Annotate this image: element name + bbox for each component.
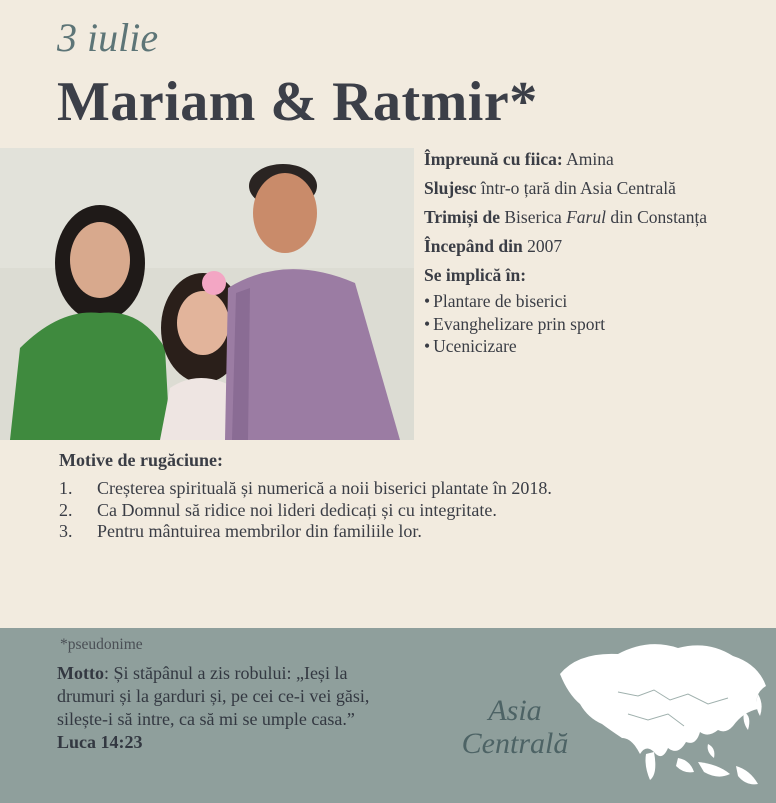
list-item: • Ucenicizare	[424, 335, 769, 358]
family-photo	[0, 148, 414, 440]
region-label	[456, 694, 574, 760]
item-number: 2.	[59, 499, 73, 520]
serve-value: într-o țară din Asia Centrală	[476, 178, 676, 198]
list-item	[59, 500, 552, 522]
since-line	[424, 235, 769, 257]
involved-list	[424, 290, 769, 358]
daughter-value: Amina	[562, 149, 614, 169]
date: 3 iulie	[57, 15, 159, 60]
sent-value-pre: Biserica	[500, 207, 567, 227]
sent-label: Trimiși de	[424, 207, 500, 227]
serve-line	[424, 177, 769, 199]
item-number: 3.	[59, 521, 73, 541]
motto	[57, 662, 392, 754]
motto-reference: Luca 14:23	[57, 732, 143, 752]
sent-value-post: din Constanța	[605, 207, 708, 227]
item-text: Ca Domnul să ridice noi lideri dedicați și cu integritate.	[97, 499, 497, 520]
asia-map-icon	[558, 634, 770, 799]
since-value: 2007	[522, 236, 563, 256]
motto-label: Motto	[57, 663, 104, 683]
item-number: 1.	[59, 478, 73, 498]
involved-line	[424, 264, 769, 286]
involved-label: Se implică în:	[424, 265, 527, 285]
info-panel	[424, 148, 769, 358]
since-label: Începând din	[424, 236, 523, 256]
list-item: • Plantare de biserici	[424, 290, 769, 313]
list-item	[59, 478, 552, 500]
footer	[0, 628, 776, 803]
motto-text: : Și stăpânul a zis robului: „Ieși la drumuri și la garduri și, pe cei ce-i vei găsi, silește-i să intre, ca să mi se umple casa.”	[57, 663, 370, 729]
list-item: • Evanghelizare prin sport	[424, 313, 769, 336]
sent-line	[424, 206, 769, 228]
page-title: Mariam & Ratmir*	[57, 71, 538, 133]
region-line2: Centrală	[461, 727, 569, 760]
pseudonym-note: *pseudonime	[60, 636, 143, 653]
prayer-list	[59, 478, 552, 543]
sent-value-italic: Farul	[566, 207, 606, 227]
list-item	[59, 521, 552, 543]
item-text: Creșterea spirituală și numerică a noii biserici plantate în 2018.	[97, 478, 552, 498]
item-text: Pentru mântuirea membrilor din familiile lor.	[97, 521, 422, 541]
daughter-line	[424, 148, 769, 170]
daughter-label: Împreună cu fiica:	[424, 149, 563, 169]
region-line1: Asia	[488, 694, 542, 727]
serve-label: Slujesc	[424, 178, 477, 198]
prayer-title: Motive de rugăciune:	[59, 450, 223, 470]
